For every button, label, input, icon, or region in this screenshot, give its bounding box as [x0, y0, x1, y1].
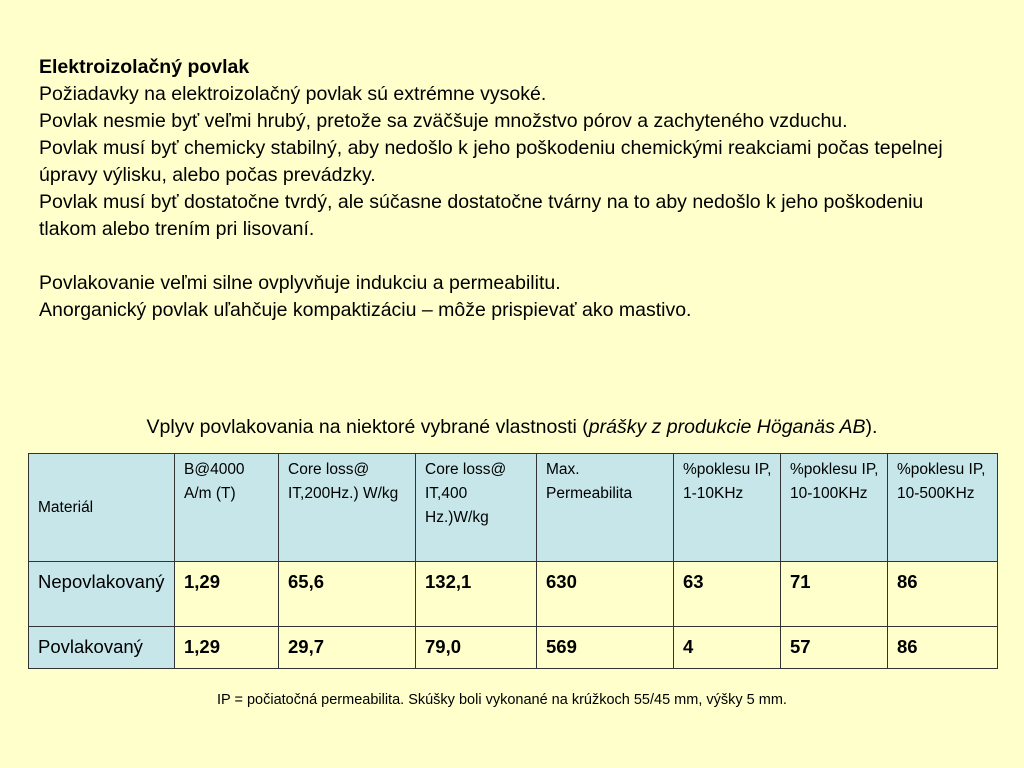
- table-cell: 71: [781, 562, 888, 627]
- table-cell: 63: [674, 562, 781, 627]
- table-cell: 132,1: [416, 562, 537, 627]
- table-cell: 569: [537, 627, 674, 669]
- footnote: IP = počiatočná permeabilita. Skúšky boli vykonané na krúžkoch 55/45 mm, výšky 5 mm.: [217, 692, 787, 708]
- table-cell: 1,29: [175, 627, 279, 669]
- caption-prefix: Vplyv povlakovania na niektoré vybrané vlastnosti (: [146, 416, 589, 438]
- caption-suffix: ).: [865, 416, 878, 438]
- properties-table: [28, 453, 998, 669]
- intro-line: Povlakovanie veľmi silne ovplyvňuje indukciu a permeabilitu.: [39, 272, 561, 294]
- intro-title: Elektroizolačný povlak: [39, 56, 250, 78]
- table-cell: 4: [674, 627, 781, 669]
- table-cell: 86: [888, 627, 998, 669]
- header-cell: B@4000 A/m (T): [175, 454, 279, 562]
- table-caption: [0, 414, 1024, 441]
- header-cell: %poklesu IP, 10-100KHz: [781, 454, 888, 562]
- header-cell: Materiál: [29, 454, 175, 562]
- header-cell: %poklesu IP, 10-500KHz: [888, 454, 998, 562]
- row-label: Povlakovaný: [29, 627, 175, 669]
- header-cell: %poklesu IP, 1-10KHz: [674, 454, 781, 562]
- header-cell: Core loss@ IT,200Hz.) W/kg: [279, 454, 416, 562]
- intro-line: Požiadavky na elektroizolačný povlak sú extrémne vysoké.: [39, 83, 547, 105]
- table-cell: 630: [537, 562, 674, 627]
- intro-line: Anorganický povlak uľahčuje kompaktizáciu – môže prispievať ako mastivo.: [39, 299, 692, 321]
- intro-line: Povlak musí byť chemicky stabilný, aby nedošlo k jeho poškodeniu chemickými reakciami počas tepelnej úpravy výlisku, alebo počas prevádzky.: [39, 137, 943, 186]
- table-cell: 1,29: [175, 562, 279, 627]
- table-cell: 79,0: [416, 627, 537, 669]
- table-cell: 65,6: [279, 562, 416, 627]
- table-row: [29, 627, 998, 669]
- table-header-row: [29, 454, 998, 562]
- header-cell: Max. Permeabilita: [537, 454, 674, 562]
- caption-source: prášky z produkcie Höganäs AB: [588, 416, 866, 438]
- row-label: Nepovlakovaný: [29, 562, 175, 627]
- table-cell: 57: [781, 627, 888, 669]
- table-cell: 86: [888, 562, 998, 627]
- header-cell: Core loss@ IT,400 Hz.)W/kg: [416, 454, 537, 562]
- intro-text: [39, 54, 979, 324]
- table-row: [29, 562, 998, 627]
- intro-line: Povlak musí byť dostatočne tvrdý, ale súčasne dostatočne tvárny na to aby nedošlo k jeho poškodeniu tlakom alebo trením pri lisovaní.: [39, 191, 924, 240]
- table-cell: 29,7: [279, 627, 416, 669]
- intro-line: Povlak nesmie byť veľmi hrubý, pretože sa zväčšuje množstvo pórov a zachyteného vzduchu.: [39, 110, 848, 132]
